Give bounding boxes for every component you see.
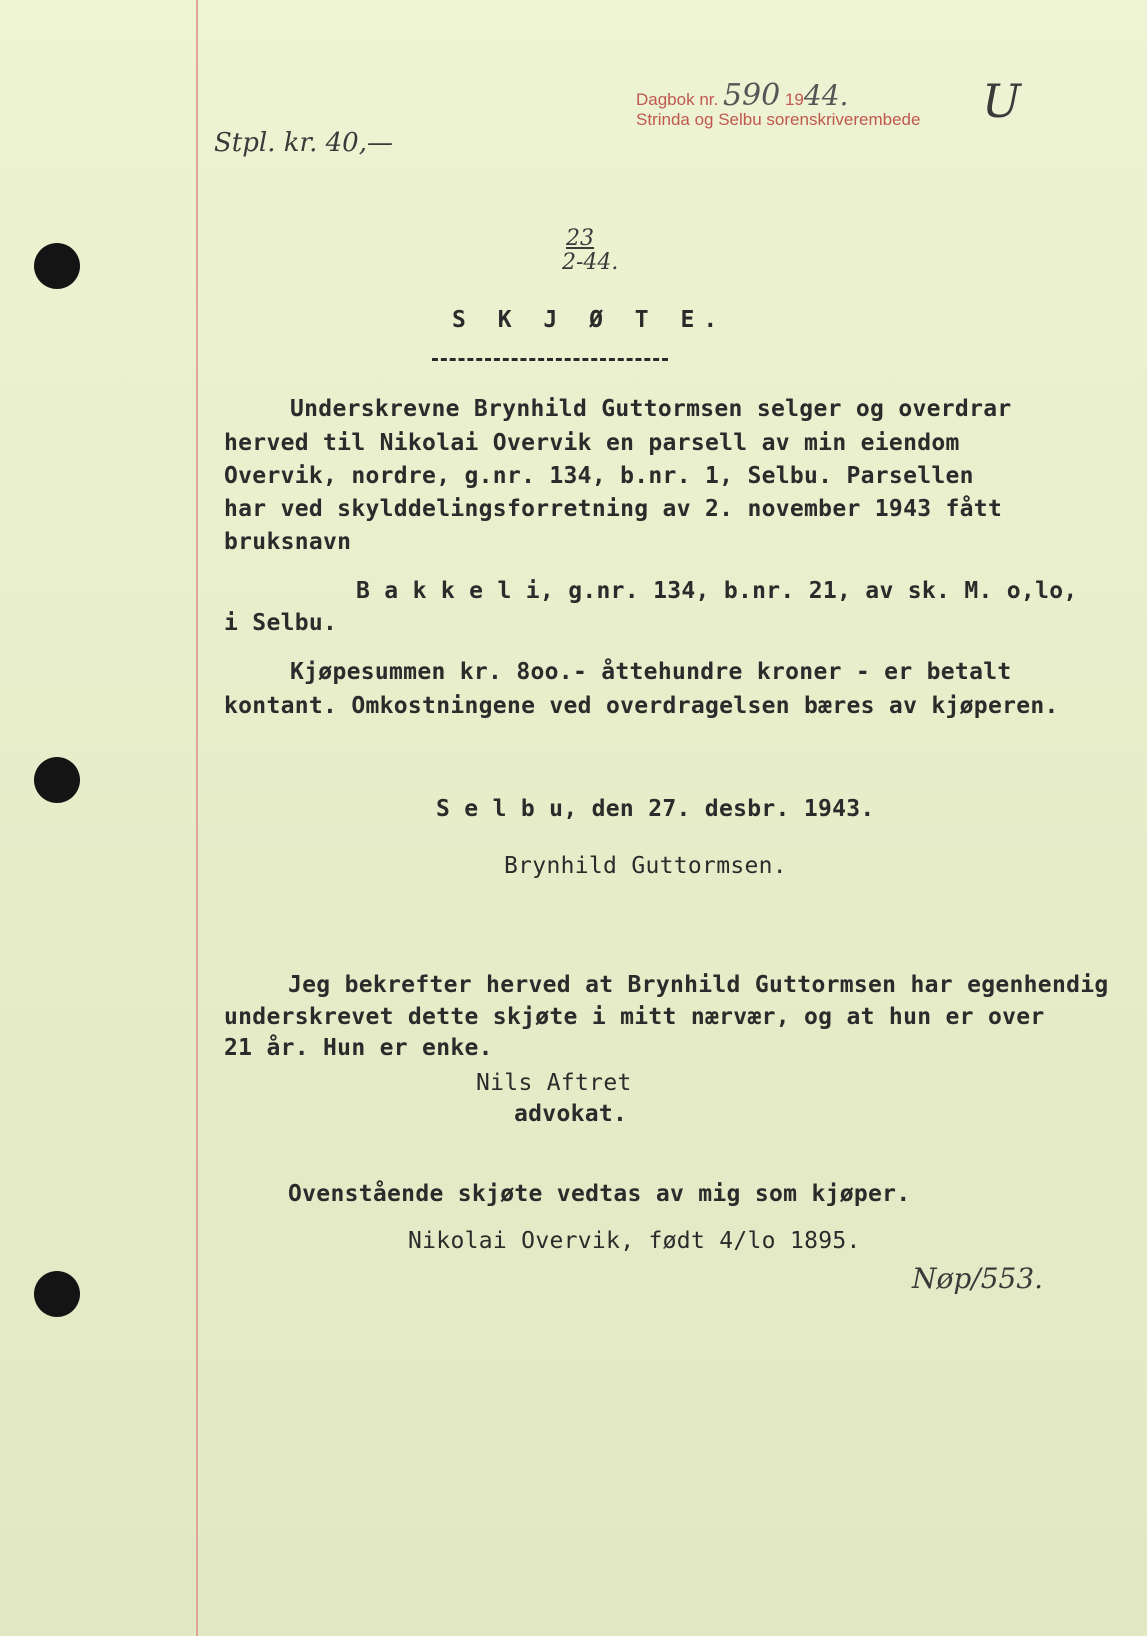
buyer-signature: Nikolai Overvik, født 4/lo 1895. — [408, 1228, 861, 1254]
text-line: herved til Nikolai Overvik en parsell av min eiendom — [224, 430, 960, 456]
witness-title: advokat. — [514, 1101, 628, 1127]
witness-line: Jeg bekrefter herved at Brynhild Guttormsen har egenhendig — [288, 972, 1109, 998]
text-line: Overvik, nordre, g.nr. 134, b.nr. 1, Selbu. Parsellen — [224, 463, 974, 489]
document-title: S K J Ø T E. — [452, 307, 727, 333]
seller-signature: Brynhild Guttormsen. — [504, 853, 787, 879]
dagbok-stamp — [636, 78, 848, 113]
punch-hole — [34, 757, 80, 803]
bottom-note: Nøp/553. — [912, 1262, 1044, 1295]
acceptance-line: Ovenstående skjøte vedtas av mig som kjøper. — [288, 1181, 911, 1207]
payment-line: Kjøpesummen kr. 8oo.- åttehundre kroner - er betalt — [290, 659, 1012, 685]
witness-line: 21 år. Hun er enke. — [224, 1035, 493, 1061]
dagbok-year-prefix: 19 — [784, 90, 804, 109]
stamp-fee-note: Stpl. kr. 40,— — [214, 128, 393, 158]
payment-line: kontant. Omkostningene ved overdragelsen bæres av kjøperen. — [224, 693, 1059, 719]
property-line: B a k k e l i, g.nr. 134, b.nr. 21, av sk. M. o,lo, — [356, 578, 1078, 604]
date-note-top: 23 — [566, 226, 594, 251]
text-line: har ved skylddelingsforretning av 2. november 1943 fått — [224, 496, 1003, 522]
punch-hole — [34, 1271, 80, 1317]
text-line: Underskrevne Brynhild Guttormsen selger og overdrar — [290, 396, 1012, 422]
witness-line: underskrevet dette skjøte i mitt nærvær, og at hun er over — [224, 1004, 1045, 1030]
margin-rule — [196, 0, 198, 1636]
office-stamp: Strinda og Selbu sorenskriverembede — [636, 110, 921, 129]
date-note-bottom: 2-44. — [562, 250, 619, 275]
place-date: S e l b u, den 27. desbr. 1943. — [436, 796, 875, 822]
corner-mark: U — [982, 74, 1021, 128]
dagbok-number: 590 — [722, 78, 781, 113]
punch-hole — [34, 243, 80, 289]
text-line: bruksnavn — [224, 529, 352, 555]
property-line: i Selbu. — [224, 610, 338, 636]
witness-name: Nils Aftret — [476, 1070, 632, 1096]
title-underline — [432, 358, 668, 361]
dagbok-year-suffix: 44. — [803, 79, 849, 112]
dagbok-label: Dagbok nr. — [636, 90, 719, 109]
